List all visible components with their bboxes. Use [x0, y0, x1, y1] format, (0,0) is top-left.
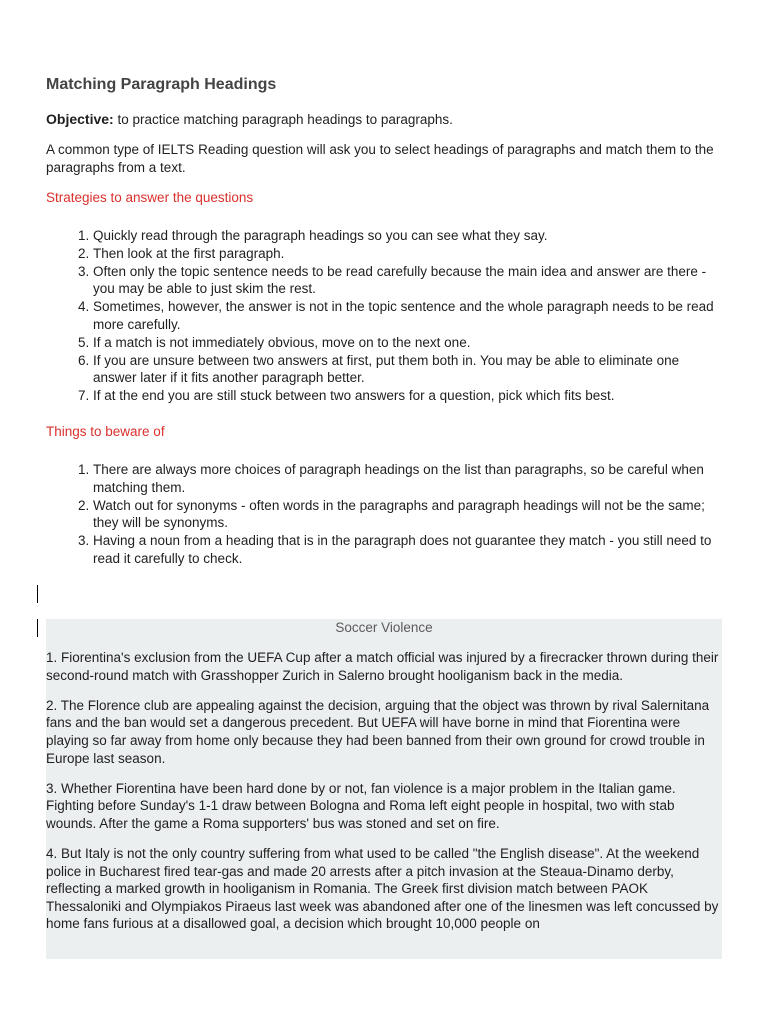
list-item: 3. Having a noun from a heading that is in the paragraph does not guarantee they match - you still need to read it carefully to check.	[93, 532, 722, 568]
passage-title: Soccer Violence	[335, 620, 433, 635]
list-item: 4. Sometimes, however, the answer is not in the topic sentence and the whole paragraph needs to be read more carefully.	[93, 298, 722, 334]
list-item: 5. If a match is not immediately obvious, move on to the next one.	[93, 334, 722, 352]
intro-paragraph: A common type of IELTS Reading question will ask you to select headings of paragraphs and match them to the paragraphs from a text.	[46, 142, 714, 175]
passage-paragraph: 4. But Italy is not the only country suffering from what used to be called "the English disease". At the weekend police in Bucharest fired tear-gas and made 20 arrests after a pitch invasion at the Steaua-Dinamo derby, reflecting a marked growth in hooliganism in Romania. The Greek first division match between PAOK Thessaloniki and Olympiakos Piraeus last week was abandoned after one of the linesmen was left concussed by home fans furious at a disallowed goal, a decision which brought 10,000 people on	[46, 845, 719, 932]
strategies-list	[46, 227, 722, 405]
list-item: 7. If at the end you are still stuck between two answers for a question, pick which fits best.	[93, 387, 722, 405]
objective-label: Objective:	[46, 111, 114, 127]
passage-paragraph: 2. The Florence club are appealing against the decision, arguing that the object was thrown by rival Salernitana fans and the ban would set a dangerous precedent. But UEFA will have borne in mind that Fiorentina were playing so far away from home only because they had been banned from their own ground for crowd trouble in Europe last season.	[46, 697, 710, 766]
objective-text: to practice matching paragraph headings to paragraphs.	[113, 112, 453, 127]
passage-paragraph: 1. Fiorentina's exclusion from the UEFA Cup after a match official was injured by a firecracker thrown during their second-round match with Grasshopper Zurich in Salerno brought hooliganism back in the media.	[46, 650, 719, 683]
list-item: 1. There are always more choices of paragraph headings on the list than paragraphs, so be careful when matching them.	[93, 461, 722, 497]
list-item: 2. Watch out for synonyms - often words in the paragraphs and paragraph headings will not be the same; they will be synonyms.	[93, 497, 722, 533]
reading-passage	[46, 619, 722, 959]
document-body	[46, 74, 722, 568]
text-cursor	[37, 585, 38, 603]
list-item: 1. Quickly read through the paragraph headings so you can see what they say.	[93, 227, 722, 245]
passage-paragraph: 3. Whether Fiorentina have been hard done by or not, fan violence is a major problem in the Italian game. Fighting before Sunday's 1-1 draw between Bologna and Roma left eight people in hospital, two with stab wounds. After the game a Roma supporters' bus was stoned and set on fire.	[46, 780, 676, 831]
list-item: 3. Often only the topic sentence needs to be read carefully because the main idea and answer are there - you may be able to just skim the rest.	[93, 263, 722, 299]
page-title: Matching Paragraph Headings	[46, 76, 277, 93]
beware-list	[46, 461, 722, 568]
strategies-heading: Strategies to answer the questions	[46, 190, 254, 205]
text-cursor	[37, 619, 38, 637]
objective-line	[46, 110, 722, 129]
list-item: 6. If you are unsure between two answers at first, put them both in. You may be able to eliminate one answer later if it fits another paragraph better.	[93, 352, 722, 388]
beware-heading: Things to beware of	[46, 423, 165, 439]
list-item: 2. Then look at the first paragraph.	[93, 245, 722, 263]
